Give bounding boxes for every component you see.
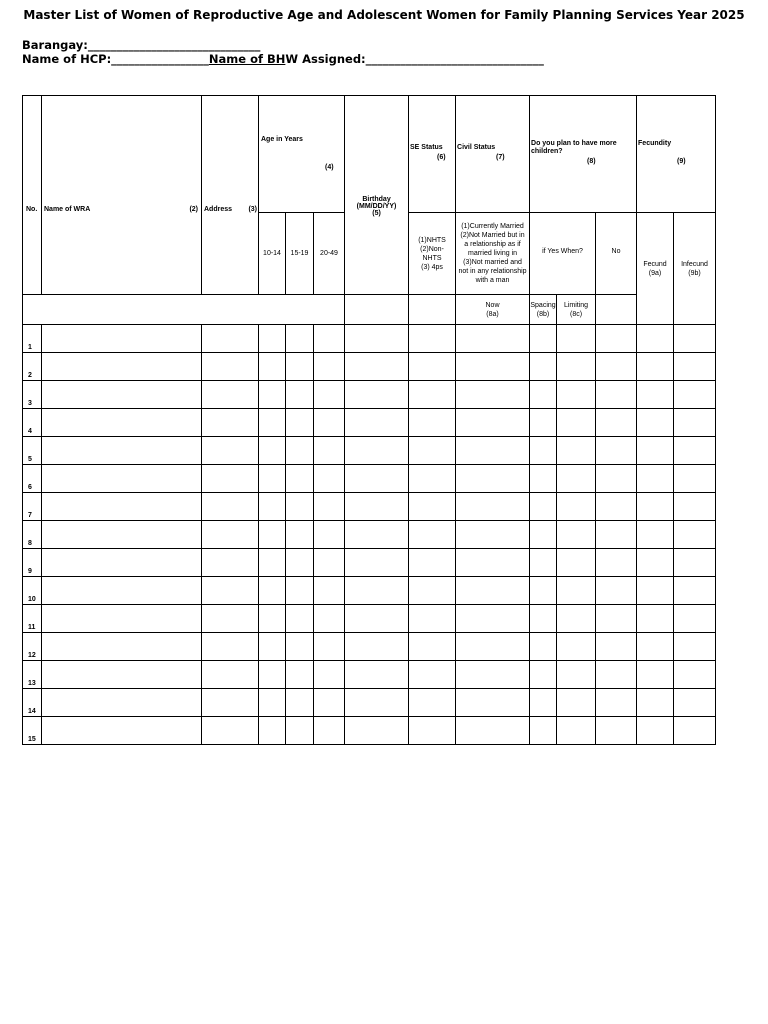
entry-cell[interactable] — [259, 437, 286, 465]
entry-cell[interactable] — [42, 717, 202, 745]
entry-cell[interactable] — [42, 437, 202, 465]
col-plan-header: Do you plan to have more children? (8) — [530, 96, 637, 213]
row-number: 9 — [23, 549, 42, 577]
entry-cell[interactable] — [456, 493, 530, 521]
entry-cell[interactable] — [314, 381, 345, 409]
entry-cell[interactable] — [596, 633, 637, 661]
entry-cell[interactable] — [286, 493, 314, 521]
entry-cell[interactable] — [286, 521, 314, 549]
entry-cell[interactable] — [42, 605, 202, 633]
entry-cell[interactable] — [259, 465, 286, 493]
entry-cell[interactable] — [42, 549, 202, 577]
row-number: 7 — [23, 493, 42, 521]
entry-cell[interactable] — [314, 493, 345, 521]
entry-cell[interactable] — [409, 409, 456, 437]
entry-cell[interactable] — [530, 717, 557, 745]
infecund-header: Infecund (9b) — [674, 213, 716, 325]
col-name-header: Name of WRA (2) — [42, 96, 202, 295]
col-se-header: SE Status (6) — [409, 96, 456, 213]
row-number: 15 — [23, 717, 42, 745]
entry-cell[interactable] — [557, 661, 596, 689]
entry-cell[interactable] — [286, 325, 314, 353]
fecund-header: Fecund (9a) — [637, 213, 674, 325]
entry-cell[interactable] — [637, 605, 674, 633]
entry-cell[interactable] — [596, 577, 637, 605]
entry-cell[interactable] — [530, 549, 557, 577]
row-number: 2 — [23, 353, 42, 381]
row-number: 5 — [23, 437, 42, 465]
entry-cell[interactable] — [637, 437, 674, 465]
entry-cell[interactable] — [259, 577, 286, 605]
entry-cell[interactable] — [637, 577, 674, 605]
entry-cell[interactable] — [674, 381, 716, 409]
entry-cell[interactable] — [409, 661, 456, 689]
table-row — [23, 437, 716, 465]
entry-cell[interactable] — [314, 521, 345, 549]
row-number: 14 — [23, 689, 42, 717]
entry-cell[interactable] — [259, 521, 286, 549]
entry-cell[interactable] — [674, 577, 716, 605]
entry-cell[interactable] — [202, 605, 259, 633]
entry-cell[interactable] — [637, 717, 674, 745]
entry-cell[interactable] — [202, 381, 259, 409]
entry-cell[interactable] — [456, 437, 530, 465]
entry-cell[interactable] — [456, 661, 530, 689]
entry-cell[interactable] — [637, 493, 674, 521]
entry-cell[interactable] — [596, 465, 637, 493]
table-row — [23, 521, 716, 549]
entry-cell[interactable] — [409, 465, 456, 493]
entry-cell[interactable] — [259, 325, 286, 353]
entry-cell[interactable] — [637, 549, 674, 577]
entry-cell[interactable] — [314, 633, 345, 661]
entry-cell[interactable] — [674, 633, 716, 661]
hcp-field: Name of HCP:_________________ — [22, 52, 209, 66]
entry-cell[interactable] — [42, 409, 202, 437]
entry-cell[interactable] — [345, 325, 409, 353]
entry-cell[interactable] — [259, 633, 286, 661]
entry-cell[interactable] — [530, 661, 557, 689]
bhw-field: W Assigned:_______________________________ — [285, 52, 544, 66]
entry-cell[interactable] — [345, 381, 409, 409]
plan-if-yes: if Yes When? — [530, 213, 596, 295]
entry-cell[interactable] — [345, 717, 409, 745]
entry-cell[interactable] — [42, 577, 202, 605]
plan-limiting: Limiting (8c) — [557, 295, 596, 325]
entry-cell[interactable] — [530, 633, 557, 661]
entry-cell[interactable] — [557, 465, 596, 493]
entry-cell[interactable] — [345, 521, 409, 549]
entry-cell[interactable] — [456, 353, 530, 381]
entry-cell[interactable] — [409, 353, 456, 381]
entry-cell[interactable] — [286, 409, 314, 437]
entry-cell[interactable] — [42, 325, 202, 353]
entry-cell[interactable] — [345, 549, 409, 577]
entry-cell[interactable] — [259, 381, 286, 409]
entry-cell[interactable] — [409, 577, 456, 605]
entry-cell[interactable] — [557, 493, 596, 521]
entry-cell[interactable] — [259, 353, 286, 381]
entry-cell[interactable] — [202, 493, 259, 521]
entry-cell[interactable] — [345, 465, 409, 493]
entry-cell[interactable] — [456, 381, 530, 409]
entry-cell[interactable] — [596, 353, 637, 381]
row-number: 11 — [23, 605, 42, 633]
table-row — [23, 409, 716, 437]
entry-cell[interactable] — [456, 577, 530, 605]
entry-cell[interactable] — [314, 605, 345, 633]
entry-cell[interactable] — [596, 549, 637, 577]
entry-cell[interactable] — [557, 521, 596, 549]
entry-cell[interactable] — [596, 409, 637, 437]
row-number: 6 — [23, 465, 42, 493]
row-number: 8 — [23, 521, 42, 549]
entry-cell[interactable] — [596, 689, 637, 717]
hcp-bhw-line — [22, 52, 544, 66]
entry-cell[interactable] — [674, 549, 716, 577]
entry-cell[interactable] — [314, 577, 345, 605]
entry-cell[interactable] — [409, 633, 456, 661]
row-number: 12 — [23, 633, 42, 661]
plan-spacing: Spacing (8b) — [530, 295, 557, 325]
entry-cell[interactable] — [345, 409, 409, 437]
entry-cell[interactable] — [259, 409, 286, 437]
entry-cell[interactable] — [42, 381, 202, 409]
entry-cell[interactable] — [456, 521, 530, 549]
entry-cell[interactable] — [202, 549, 259, 577]
entry-rows — [23, 325, 716, 745]
entry-cell[interactable] — [674, 465, 716, 493]
entry-cell[interactable] — [530, 689, 557, 717]
entry-cell[interactable] — [674, 493, 716, 521]
entry-cell[interactable] — [530, 521, 557, 549]
document-title: Master List of Women of Reproductive Age and Adolescent Women for Family Planning Services Year 2025 — [23, 8, 745, 22]
entry-cell[interactable] — [674, 409, 716, 437]
entry-cell[interactable] — [456, 605, 530, 633]
entry-cell[interactable] — [530, 465, 557, 493]
entry-cell[interactable] — [530, 353, 557, 381]
entry-cell[interactable] — [530, 605, 557, 633]
col-civil-header: Civil Status (7) — [456, 96, 530, 213]
entry-cell[interactable] — [202, 465, 259, 493]
entry-cell[interactable] — [286, 633, 314, 661]
entry-cell[interactable] — [530, 577, 557, 605]
table-row — [23, 493, 716, 521]
entry-cell[interactable] — [557, 577, 596, 605]
entry-cell[interactable] — [456, 689, 530, 717]
row-number: 3 — [23, 381, 42, 409]
entry-cell[interactable] — [637, 353, 674, 381]
entry-cell[interactable] — [456, 549, 530, 577]
col-fecundity-header: Fecundity (9) — [637, 96, 716, 213]
entry-cell[interactable] — [530, 437, 557, 465]
entry-cell[interactable] — [345, 661, 409, 689]
entry-cell[interactable] — [557, 409, 596, 437]
table-row — [23, 717, 716, 745]
entry-cell[interactable] — [674, 521, 716, 549]
entry-cell[interactable] — [557, 325, 596, 353]
spacer-civil — [409, 295, 456, 325]
entry-cell[interactable] — [409, 521, 456, 549]
entry-cell[interactable] — [314, 465, 345, 493]
entry-cell[interactable] — [674, 689, 716, 717]
entry-cell[interactable] — [314, 437, 345, 465]
entry-cell[interactable] — [286, 549, 314, 577]
table-row — [23, 381, 716, 409]
entry-cell[interactable] — [345, 605, 409, 633]
entry-cell[interactable] — [42, 493, 202, 521]
entry-cell[interactable] — [259, 605, 286, 633]
entry-cell[interactable] — [42, 661, 202, 689]
entry-cell[interactable] — [409, 605, 456, 633]
entry-cell[interactable] — [409, 381, 456, 409]
entry-cell[interactable] — [286, 465, 314, 493]
entry-cell[interactable] — [286, 689, 314, 717]
table-row — [23, 661, 716, 689]
entry-cell[interactable] — [202, 717, 259, 745]
col-age-header: Age in Years (4) — [259, 96, 345, 213]
row-number: 1 — [23, 325, 42, 353]
entry-cell[interactable] — [596, 661, 637, 689]
entry-cell[interactable] — [409, 493, 456, 521]
entry-cell[interactable] — [202, 661, 259, 689]
entry-cell[interactable] — [637, 661, 674, 689]
entry-cell[interactable] — [530, 381, 557, 409]
entry-cell[interactable] — [530, 409, 557, 437]
entry-cell[interactable] — [202, 437, 259, 465]
entry-cell[interactable] — [286, 661, 314, 689]
entry-cell[interactable] — [345, 577, 409, 605]
entry-cell[interactable] — [557, 633, 596, 661]
entry-cell[interactable] — [42, 353, 202, 381]
entry-cell[interactable] — [345, 633, 409, 661]
entry-cell[interactable] — [286, 381, 314, 409]
masterlist-table — [22, 95, 716, 745]
entry-cell[interactable] — [637, 689, 674, 717]
entry-cell[interactable] — [596, 493, 637, 521]
entry-cell[interactable] — [345, 493, 409, 521]
entry-cell[interactable] — [596, 605, 637, 633]
entry-cell[interactable] — [557, 381, 596, 409]
entry-cell[interactable] — [314, 689, 345, 717]
table-row — [23, 465, 716, 493]
entry-cell[interactable] — [637, 521, 674, 549]
barangay-field: Barangay:______________________________ — [22, 38, 261, 52]
entry-cell[interactable] — [596, 521, 637, 549]
entry-cell[interactable] — [596, 437, 637, 465]
col-no-header: No. — [23, 96, 42, 295]
entry-cell[interactable] — [314, 549, 345, 577]
entry-cell[interactable] — [674, 717, 716, 745]
entry-cell[interactable] — [42, 633, 202, 661]
entry-cell[interactable] — [456, 633, 530, 661]
entry-cell[interactable] — [202, 353, 259, 381]
entry-cell[interactable] — [345, 353, 409, 381]
entry-cell[interactable] — [314, 409, 345, 437]
entry-cell[interactable] — [409, 549, 456, 577]
plan-no: No — [596, 213, 637, 295]
entry-cell[interactable] — [409, 717, 456, 745]
entry-cell[interactable] — [42, 521, 202, 549]
col-address-header: Address (3) — [202, 96, 259, 295]
entry-cell[interactable] — [345, 437, 409, 465]
entry-cell[interactable] — [596, 717, 637, 745]
col-birthday-header: Birthday (MM/DD/YY) (5) — [345, 96, 409, 295]
entry-cell[interactable] — [674, 325, 716, 353]
entry-cell[interactable] — [557, 353, 596, 381]
entry-cell[interactable] — [456, 325, 530, 353]
entry-cell[interactable] — [286, 437, 314, 465]
entry-cell[interactable] — [637, 465, 674, 493]
entry-cell[interactable] — [345, 689, 409, 717]
entry-cell[interactable] — [596, 381, 637, 409]
entry-cell[interactable] — [456, 465, 530, 493]
row-number: 10 — [23, 577, 42, 605]
entry-cell[interactable] — [259, 549, 286, 577]
entry-cell[interactable] — [202, 689, 259, 717]
civil-status-options: (1)Currently Married (2)Not Married but in a relationship as if married living in (3)Not married and not in any relationship with a man — [456, 213, 530, 295]
entry-cell[interactable] — [286, 353, 314, 381]
age-band-15-19: 15-19 — [286, 213, 314, 295]
row-number: 4 — [23, 409, 42, 437]
age-band-10-14: 10-14 — [259, 213, 286, 295]
table-row — [23, 577, 716, 605]
table-row — [23, 633, 716, 661]
entry-cell[interactable] — [314, 661, 345, 689]
table-row — [23, 549, 716, 577]
entry-cell[interactable] — [42, 465, 202, 493]
plan-now: Now (8a) — [456, 295, 530, 325]
entry-cell[interactable] — [286, 577, 314, 605]
entry-cell[interactable] — [202, 633, 259, 661]
table-row — [23, 689, 716, 717]
table-row — [23, 605, 716, 633]
entry-cell[interactable] — [637, 633, 674, 661]
table-row — [23, 325, 716, 353]
entry-cell[interactable] — [314, 353, 345, 381]
entry-cell[interactable] — [456, 717, 530, 745]
entry-cell[interactable] — [409, 325, 456, 353]
entry-cell[interactable] — [637, 325, 674, 353]
entry-cell[interactable] — [596, 325, 637, 353]
entry-cell[interactable] — [409, 689, 456, 717]
entry-cell[interactable] — [42, 689, 202, 717]
plan-sub-row — [23, 295, 716, 325]
entry-cell[interactable] — [637, 409, 674, 437]
entry-cell[interactable] — [286, 605, 314, 633]
entry-cell[interactable] — [557, 437, 596, 465]
entry-cell[interactable] — [674, 605, 716, 633]
entry-cell[interactable] — [557, 605, 596, 633]
entry-cell[interactable] — [557, 689, 596, 717]
spacer-se — [345, 295, 409, 325]
entry-cell[interactable] — [259, 493, 286, 521]
age-band-20-49: 20-49 — [314, 213, 345, 295]
entry-cell[interactable] — [286, 717, 314, 745]
entry-cell[interactable] — [557, 717, 596, 745]
entry-cell[interactable] — [202, 521, 259, 549]
se-status-options: (1)NHTS (2)Non- NHTS (3) 4ps — [409, 213, 456, 295]
entry-cell[interactable] — [674, 661, 716, 689]
entry-cell[interactable] — [202, 577, 259, 605]
spacer-left — [23, 295, 345, 325]
entry-cell[interactable] — [314, 325, 345, 353]
entry-cell[interactable] — [202, 325, 259, 353]
entry-cell[interactable] — [314, 717, 345, 745]
table-row — [23, 353, 716, 381]
entry-cell[interactable] — [674, 353, 716, 381]
entry-cell[interactable] — [259, 717, 286, 745]
row-number: 13 — [23, 661, 42, 689]
entry-cell[interactable] — [259, 689, 286, 717]
entry-cell[interactable] — [259, 661, 286, 689]
entry-cell[interactable] — [409, 437, 456, 465]
entry-cell[interactable] — [456, 409, 530, 437]
entry-cell[interactable] — [202, 409, 259, 437]
entry-cell[interactable] — [530, 493, 557, 521]
entry-cell[interactable] — [530, 325, 557, 353]
entry-cell[interactable] — [637, 381, 674, 409]
bhw-label-underlined: Name of BH — [208, 52, 286, 66]
entry-cell[interactable] — [557, 549, 596, 577]
entry-cell[interactable] — [674, 437, 716, 465]
